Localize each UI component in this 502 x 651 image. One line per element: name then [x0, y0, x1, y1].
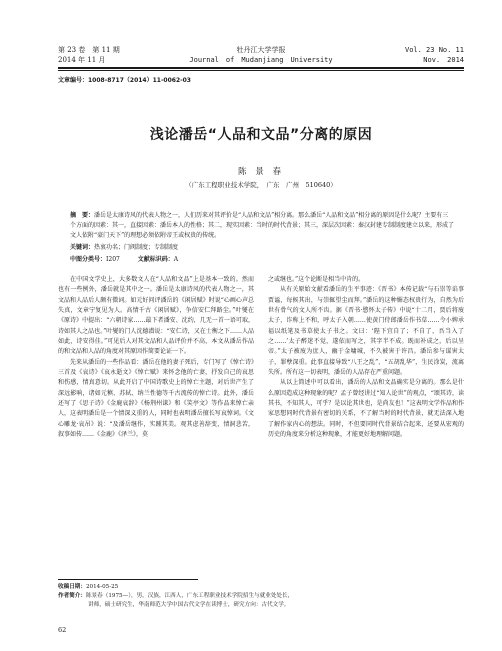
footnote-rule: [58, 579, 198, 580]
abstract-text: 潘岳是太康诗风的代表人物之一，人们历来对其评价是“人品和文品”相分离。那么潘岳“人品和文品”相分离的原因是什么呢？主要有三个方面的因素：其一，直接因素：潘岳本人的性格；其二，现实因素：当时的时代背景；其三，深层次因素：秦汉封建专制制度建立以来，形成了文人依附“豪门天下”的理想必须依附帝王或权贵的传统。: [70, 212, 455, 239]
header-volume-cn: 第 23 卷 第 11 期: [58, 46, 120, 54]
received-label: 收稿日期：: [58, 584, 86, 590]
header-date-cn: 2014 年 11 月: [58, 56, 106, 64]
body-paragraph: 在中国文学史上，大多数文人在“人品和文品”上是基本一致的。然而也有一些例外，潘岳就是其中之一。潘岳是太康诗风的代表人物之一，其文品和人品后人颇有微词。如元好问评潘岳的《闲居赋》时说“心画心声总失真，文章宁复见为人。高情千古《闲居赋》，争信安仁拜路尘。”叶燮在《原诗》中提出：“六朝诗家……最下者潘安、沈约，几无一首一语可取，诗如其人之品也。”叶燮的门人沈德潜说：“安仁诗，又在士衡之下……人品如此，诗安得佳。”可见后人对其文品和人品评价并不高，本文从潘岳作品的和文品和人品的角度对其原因作简要论证一下。: [58, 276, 254, 356]
article-number: 文章编号：1008-8717（2014）11-0062-03: [58, 77, 191, 84]
header-volume-en: Vol. 23 No. 11: [404, 46, 464, 54]
page-number: 62: [58, 626, 67, 634]
clc-code: I207: [106, 256, 120, 263]
footnote-author-cont: [58, 601, 464, 610]
body-paragraph: 从有关原始文献看潘岳的生平事迹：《晋书》本传记载“与石崇等谄事贾谧，每候其出，与崇辄望尘而拜。”潘岳的这种媚态权贵行为，自然为后世有骨气的文人所不齿。据《晋书·愍怀太子传》中说“十二月，贾后将废太子，诈称上不和，呼太子入朝……使黄门侍郎潘岳作书草……令小婢承福以纸笔及书草使太子书之。文曰：‘陛下宜自了；不自了，吾当入了之……’太子醉迷不觉，遂依而写之，其字半不成。既而补成之，后以呈帝。”太子被废为庶人，幽于金墉城，不久被害于许昌。潘岳参与谋害太子，罪孽深重。此事直接导致“八王之乱”、“五胡乱华”，生民涂炭，流离失所。所有这一切表明，潘岳的人品存在严重问题。: [268, 286, 464, 377]
author-bio-2: 讲师，硕士研究生，华南师范大学中国古代文学在读博士，研究方向：古代文学。: [88, 602, 290, 608]
footnote-received: [58, 583, 464, 592]
keywords-label: 关键词：: [70, 244, 95, 251]
doc-code: A: [173, 256, 179, 263]
body-paragraph: 之或继也。”这个论断是相当中肯的。: [268, 276, 365, 283]
body-paragraph: 从以上简述中可以看出，潘岳的人品和文品确实是分离的。那么是什么原因造成这种现象的呢？孟子曾经讲过“知人论世”的观点，“颂其诗，读其书，不知其人，可乎？是以论其世也，是尚友也！”这表明文学作品和作家思想同时代背景有密切的关系，不了解当时的时代背景，就无法深入地了解作家内心的想法。同时，不但要同时代背景结合起来，还要从宏观的历史的角度来分析这种现象，才能更好地理解问题。: [268, 379, 464, 439]
header-rule-thin: [58, 70, 464, 71]
received-date: 2014-05-25: [85, 584, 119, 590]
author-bio-1: 陈景春（1975—），男，汉族，江西人，广东工程职业技术学院招生与就业处处长，: [85, 593, 294, 599]
keywords: [70, 243, 454, 253]
header-rule-thick: [58, 67, 464, 69]
header-date-en: Nov. 2014: [423, 56, 464, 64]
footnote: [58, 583, 464, 610]
classification: [70, 255, 454, 265]
author-bio-label: 作者简介：: [58, 593, 86, 599]
body-paragraph: 先来从潘岳的一些作品看：潘岳在他的妻子死后，专门写了《悼亡诗》三首及《哀诗》《哀永逝文》《悼亡赋》来怀念他的亡妻，抒发自己的哀思和伤感，情真意切。从此开启了中国诗歌史上的悼亡主题，对后世产生了深远影响，诸如元稹、苏轼、纳兰性德等千古流传的悼亡诗。此外，潘岳还写了《思子诗》《金鹿哀辞》《杨荆州诔》和《笑亭文》等作品来悼亡亲人，这表明潘岳是一个情深义重的人，同时也表明潘岳擅长写哀悼词。《文心雕龙·哀吊》说：“及潘岳继作，实踵其美。观其虑善辞变，情洞悲苦，叙事如传……《金鹿》《泽兰》，莫: [58, 358, 254, 439]
doc-code-label: 文献标识码：: [137, 256, 174, 263]
header-journal-en: Journal of Mudanjiang University: [189, 56, 333, 64]
keywords-text: 热衷功名；门阀制度；专制制度: [94, 244, 179, 251]
body-column-right: [268, 275, 464, 441]
author-affiliation: （广东工程职业技术学院， 广东 广州 510640）: [185, 181, 337, 189]
abstract-label: 摘 要：: [70, 212, 95, 219]
body-column-left: [58, 275, 254, 441]
footnote-author: [58, 592, 464, 601]
author-name: 陈 景 春: [238, 167, 284, 177]
clc-label: 中图分类号：: [70, 256, 107, 263]
header-journal-cn: 牡丹江大学学报: [236, 46, 286, 54]
abstract: [70, 211, 454, 241]
paper-title: 浅论潘岳“人品和文品”分离的原因: [149, 127, 373, 143]
